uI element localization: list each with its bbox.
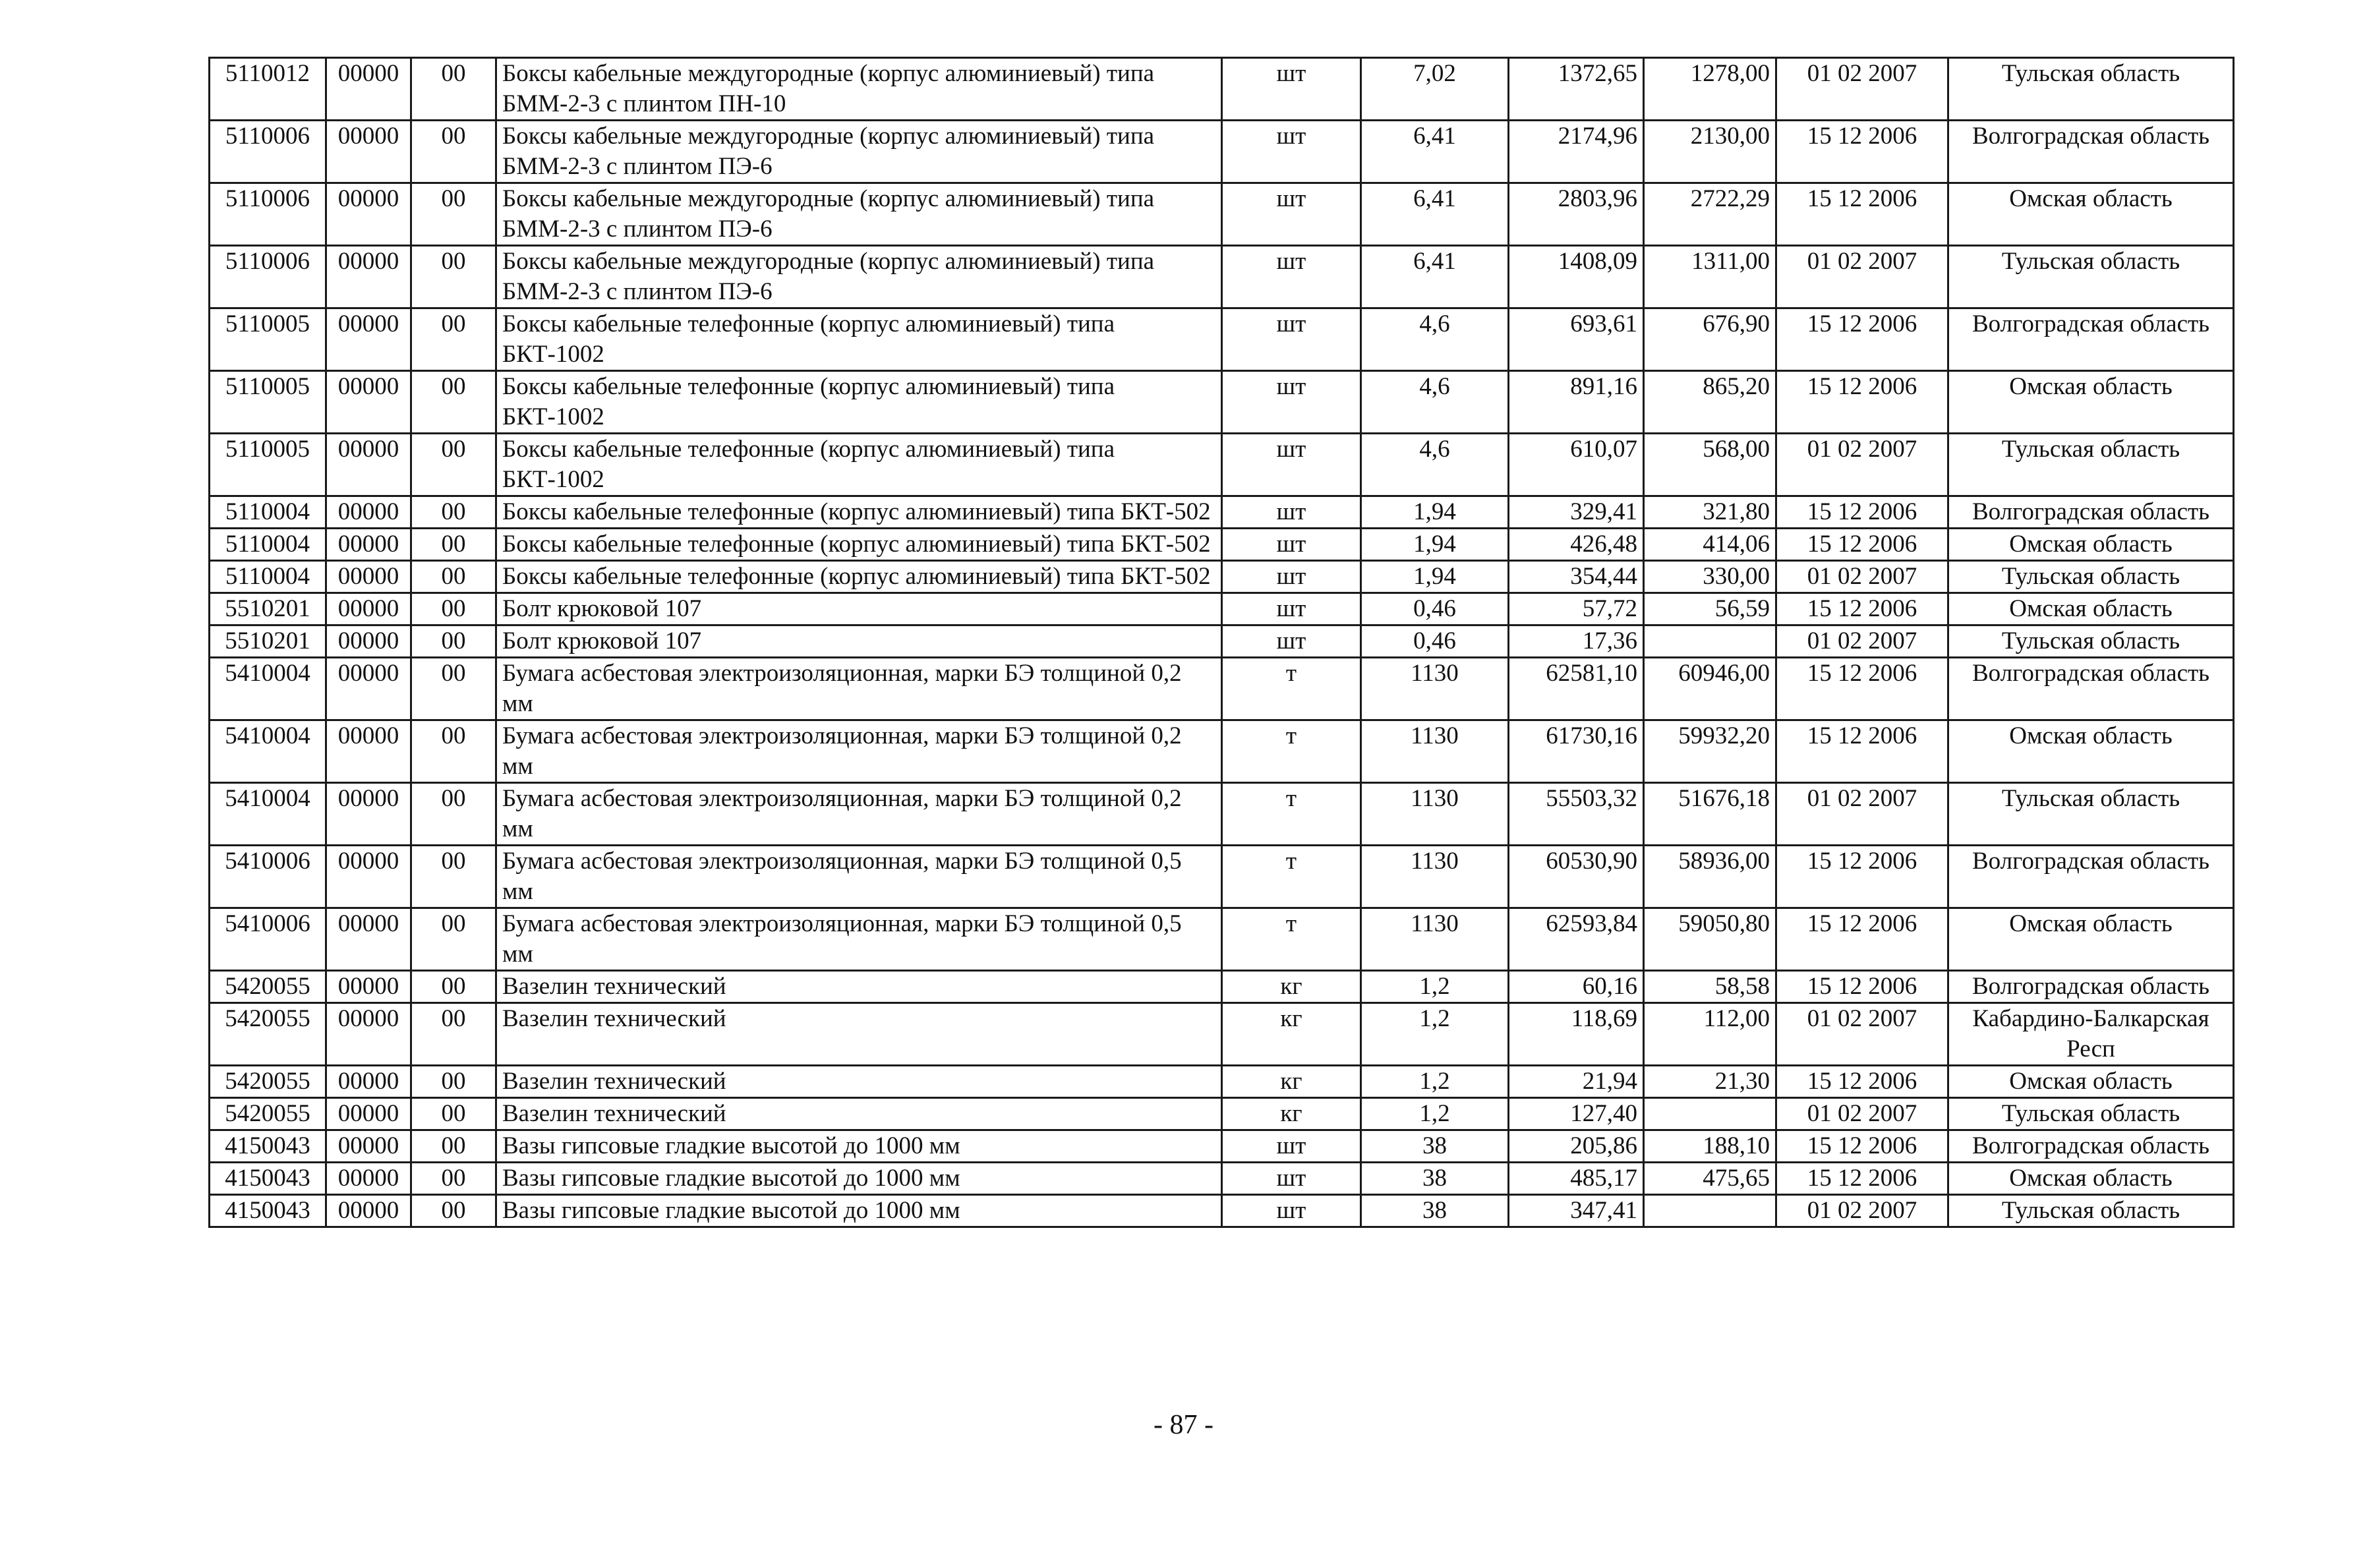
coefficient: 6,41 bbox=[1361, 121, 1509, 183]
resource-name: Боксы кабельные междугородные (корпус алюминиевый) типа БММ-2-3 с плинтом ПЭ-6 bbox=[496, 246, 1222, 308]
price-2: 2722,29 bbox=[1644, 183, 1776, 246]
date: 01 02 2007 bbox=[1776, 1003, 1948, 1066]
price-1: 118,69 bbox=[1509, 1003, 1644, 1066]
price-2 bbox=[1644, 625, 1776, 658]
price-1: 60530,90 bbox=[1509, 846, 1644, 908]
resource-code: 5410006 bbox=[210, 908, 326, 971]
unit: шт bbox=[1222, 496, 1361, 529]
region: Тульская область bbox=[1948, 58, 2234, 121]
table-row bbox=[210, 1003, 2234, 1066]
unit: т bbox=[1222, 783, 1361, 846]
price-1: 1408,09 bbox=[1509, 246, 1644, 308]
table-row bbox=[210, 971, 2234, 1003]
sub-code-2: 00 bbox=[411, 1098, 496, 1130]
unit: шт bbox=[1222, 183, 1361, 246]
resource-code: 5410004 bbox=[210, 783, 326, 846]
price-2: 59050,80 bbox=[1644, 908, 1776, 971]
table-row bbox=[210, 246, 2234, 308]
table-row bbox=[210, 846, 2234, 908]
date: 15 12 2006 bbox=[1776, 971, 1948, 1003]
price-2: 51676,18 bbox=[1644, 783, 1776, 846]
sub-code: 00000 bbox=[326, 496, 411, 529]
sub-code: 00000 bbox=[326, 846, 411, 908]
region: Волгоградская область bbox=[1948, 308, 2234, 371]
region: Тульская область bbox=[1948, 561, 2234, 593]
sub-code-2: 00 bbox=[411, 371, 496, 434]
coefficient: 1,94 bbox=[1361, 496, 1509, 529]
price-2: 21,30 bbox=[1644, 1066, 1776, 1098]
resource-name: Бумага асбестовая электроизоляционная, марки БЭ толщиной 0,5 мм bbox=[496, 846, 1222, 908]
price-1: 127,40 bbox=[1509, 1098, 1644, 1130]
unit: шт bbox=[1222, 1195, 1361, 1227]
region: Волгоградская область bbox=[1948, 658, 2234, 720]
table-row bbox=[210, 658, 2234, 720]
table-row bbox=[210, 58, 2234, 121]
sub-code-2: 00 bbox=[411, 246, 496, 308]
price-1: 55503,32 bbox=[1509, 783, 1644, 846]
resource-code: 5420055 bbox=[210, 971, 326, 1003]
sub-code-2: 00 bbox=[411, 183, 496, 246]
sub-code: 00000 bbox=[326, 783, 411, 846]
resource-name: Вазелин технический bbox=[496, 971, 1222, 1003]
resource-name: Вазы гипсовые гладкие высотой до 1000 мм bbox=[496, 1195, 1222, 1227]
table-row bbox=[210, 593, 2234, 625]
date: 01 02 2007 bbox=[1776, 625, 1948, 658]
resource-code: 5510201 bbox=[210, 625, 326, 658]
date: 01 02 2007 bbox=[1776, 1195, 1948, 1227]
region: Омская область bbox=[1948, 1163, 2234, 1195]
table-row bbox=[210, 1163, 2234, 1195]
price-1: 21,94 bbox=[1509, 1066, 1644, 1098]
coefficient: 38 bbox=[1361, 1163, 1509, 1195]
unit: кг bbox=[1222, 971, 1361, 1003]
region: Омская область bbox=[1948, 720, 2234, 783]
page-number: - 87 - bbox=[1154, 1410, 1213, 1440]
resource-name: Боксы кабельные телефонные (корпус алюминиевый) типа БКТ-502 bbox=[496, 529, 1222, 561]
price-2: 676,90 bbox=[1644, 308, 1776, 371]
sub-code: 00000 bbox=[326, 1066, 411, 1098]
sub-code: 00000 bbox=[326, 529, 411, 561]
region: Тульская область bbox=[1948, 1098, 2234, 1130]
price-1: 347,41 bbox=[1509, 1195, 1644, 1227]
region: Тульская область bbox=[1948, 434, 2234, 496]
sub-code: 00000 bbox=[326, 58, 411, 121]
resource-name: Боксы кабельные телефонные (корпус алюминиевый) типа БКТ-502 bbox=[496, 561, 1222, 593]
unit: шт bbox=[1222, 371, 1361, 434]
sub-code-2: 00 bbox=[411, 1163, 496, 1195]
sub-code: 00000 bbox=[326, 371, 411, 434]
table-row bbox=[210, 529, 2234, 561]
coefficient: 1130 bbox=[1361, 908, 1509, 971]
sub-code: 00000 bbox=[326, 434, 411, 496]
price-table bbox=[208, 57, 2235, 1228]
price-1: 354,44 bbox=[1509, 561, 1644, 593]
price-1: 62593,84 bbox=[1509, 908, 1644, 971]
resource-code: 5110004 bbox=[210, 529, 326, 561]
coefficient: 7,02 bbox=[1361, 58, 1509, 121]
region: Омская область bbox=[1948, 183, 2234, 246]
coefficient: 4,6 bbox=[1361, 308, 1509, 371]
sub-code-2: 00 bbox=[411, 846, 496, 908]
sub-code-2: 00 bbox=[411, 625, 496, 658]
date: 15 12 2006 bbox=[1776, 1163, 1948, 1195]
region: Волгоградская область bbox=[1948, 496, 2234, 529]
date: 15 12 2006 bbox=[1776, 1130, 1948, 1163]
sub-code-2: 00 bbox=[411, 561, 496, 593]
coefficient: 1130 bbox=[1361, 783, 1509, 846]
price-1: 2174,96 bbox=[1509, 121, 1644, 183]
sub-code-2: 00 bbox=[411, 1130, 496, 1163]
price-2: 330,00 bbox=[1644, 561, 1776, 593]
sub-code-2: 00 bbox=[411, 1066, 496, 1098]
resource-code: 5110005 bbox=[210, 371, 326, 434]
unit: шт bbox=[1222, 593, 1361, 625]
sub-code-2: 00 bbox=[411, 58, 496, 121]
price-2: 59932,20 bbox=[1644, 720, 1776, 783]
sub-code-2: 00 bbox=[411, 434, 496, 496]
date: 01 02 2007 bbox=[1776, 783, 1948, 846]
resource-name: Боксы кабельные междугородные (корпус алюминиевый) типа БММ-2-3 с плинтом ПЭ-6 bbox=[496, 121, 1222, 183]
sub-code-2: 00 bbox=[411, 908, 496, 971]
resource-name: Боксы кабельные телефонные (корпус алюминиевый) типа БКТ-502 bbox=[496, 496, 1222, 529]
unit: шт bbox=[1222, 1163, 1361, 1195]
table-row bbox=[210, 434, 2234, 496]
unit: т bbox=[1222, 908, 1361, 971]
resource-name: Вазелин технический bbox=[496, 1066, 1222, 1098]
sub-code: 00000 bbox=[326, 246, 411, 308]
resource-name: Вазы гипсовые гладкие высотой до 1000 мм bbox=[496, 1163, 1222, 1195]
resource-name: Боксы кабельные междугородные (корпус алюминиевый) типа БММ-2-3 с плинтом ПЭ-6 bbox=[496, 183, 1222, 246]
coefficient: 1130 bbox=[1361, 720, 1509, 783]
region: Тульская область bbox=[1948, 783, 2234, 846]
unit: кг bbox=[1222, 1098, 1361, 1130]
sub-code: 00000 bbox=[326, 1130, 411, 1163]
date: 01 02 2007 bbox=[1776, 434, 1948, 496]
date: 01 02 2007 bbox=[1776, 561, 1948, 593]
sub-code-2: 00 bbox=[411, 529, 496, 561]
sub-code: 00000 bbox=[326, 720, 411, 783]
unit: шт bbox=[1222, 561, 1361, 593]
sub-code: 00000 bbox=[326, 308, 411, 371]
table-row bbox=[210, 908, 2234, 971]
sub-code-2: 00 bbox=[411, 496, 496, 529]
date: 15 12 2006 bbox=[1776, 121, 1948, 183]
date: 15 12 2006 bbox=[1776, 308, 1948, 371]
price-1: 610,07 bbox=[1509, 434, 1644, 496]
unit: шт bbox=[1222, 58, 1361, 121]
date: 01 02 2007 bbox=[1776, 1098, 1948, 1130]
price-2: 58,58 bbox=[1644, 971, 1776, 1003]
resource-code: 5110006 bbox=[210, 121, 326, 183]
coefficient: 4,6 bbox=[1361, 371, 1509, 434]
resource-code: 5110004 bbox=[210, 496, 326, 529]
table-row bbox=[210, 625, 2234, 658]
unit: шт bbox=[1222, 246, 1361, 308]
resource-name: Боксы кабельные междугородные (корпус алюминиевый) типа БММ-2-3 с плинтом ПН-10 bbox=[496, 58, 1222, 121]
resource-code: 5110006 bbox=[210, 246, 326, 308]
resource-code: 5410004 bbox=[210, 720, 326, 783]
unit: шт bbox=[1222, 308, 1361, 371]
date: 15 12 2006 bbox=[1776, 658, 1948, 720]
resource-name: Болт крюковой 107 bbox=[496, 593, 1222, 625]
region: Тульская область bbox=[1948, 625, 2234, 658]
resource-code: 5110005 bbox=[210, 434, 326, 496]
price-1: 2803,96 bbox=[1509, 183, 1644, 246]
resource-code: 4150043 bbox=[210, 1195, 326, 1227]
coefficient: 6,41 bbox=[1361, 246, 1509, 308]
table-row bbox=[210, 1098, 2234, 1130]
unit: т bbox=[1222, 658, 1361, 720]
date: 15 12 2006 bbox=[1776, 1066, 1948, 1098]
sub-code-2: 00 bbox=[411, 1003, 496, 1066]
sub-code: 00000 bbox=[326, 1098, 411, 1130]
sub-code: 00000 bbox=[326, 1195, 411, 1227]
table-row bbox=[210, 1066, 2234, 1098]
sub-code: 00000 bbox=[326, 908, 411, 971]
region: Тульская область bbox=[1948, 246, 2234, 308]
sub-code: 00000 bbox=[326, 1163, 411, 1195]
unit: шт bbox=[1222, 529, 1361, 561]
date: 01 02 2007 bbox=[1776, 58, 1948, 121]
region: Волгоградская область bbox=[1948, 1130, 2234, 1163]
coefficient: 1130 bbox=[1361, 846, 1509, 908]
sub-code: 00000 bbox=[326, 561, 411, 593]
coefficient: 38 bbox=[1361, 1130, 1509, 1163]
price-2: 1311,00 bbox=[1644, 246, 1776, 308]
price-2: 321,80 bbox=[1644, 496, 1776, 529]
coefficient: 1,94 bbox=[1361, 561, 1509, 593]
table-row bbox=[210, 308, 2234, 371]
sub-code: 00000 bbox=[326, 593, 411, 625]
date: 15 12 2006 bbox=[1776, 183, 1948, 246]
resource-code: 5410004 bbox=[210, 658, 326, 720]
sub-code-2: 00 bbox=[411, 308, 496, 371]
resource-code: 4150043 bbox=[210, 1130, 326, 1163]
sub-code-2: 00 bbox=[411, 121, 496, 183]
unit: шт bbox=[1222, 625, 1361, 658]
sub-code-2: 00 bbox=[411, 971, 496, 1003]
price-2: 414,06 bbox=[1644, 529, 1776, 561]
resource-code: 5420055 bbox=[210, 1003, 326, 1066]
region: Тульская область bbox=[1948, 1195, 2234, 1227]
coefficient: 4,6 bbox=[1361, 434, 1509, 496]
resource-code: 5510201 bbox=[210, 593, 326, 625]
region: Омская область bbox=[1948, 371, 2234, 434]
sub-code: 00000 bbox=[326, 183, 411, 246]
region: Омская область bbox=[1948, 593, 2234, 625]
date: 15 12 2006 bbox=[1776, 529, 1948, 561]
resource-name: Бумага асбестовая электроизоляционная, марки БЭ толщиной 0,2 мм bbox=[496, 720, 1222, 783]
unit: шт bbox=[1222, 121, 1361, 183]
price-2 bbox=[1644, 1195, 1776, 1227]
resource-code: 5420055 bbox=[210, 1066, 326, 1098]
coefficient: 1,2 bbox=[1361, 1098, 1509, 1130]
sub-code: 00000 bbox=[326, 658, 411, 720]
price-2: 1278,00 bbox=[1644, 58, 1776, 121]
sub-code: 00000 bbox=[326, 971, 411, 1003]
resource-name: Болт крюковой 107 bbox=[496, 625, 1222, 658]
sub-code: 00000 bbox=[326, 1003, 411, 1066]
resource-code: 5110012 bbox=[210, 58, 326, 121]
region: Волгоградская область bbox=[1948, 846, 2234, 908]
resource-name: Бумага асбестовая электроизоляционная, марки БЭ толщиной 0,2 мм bbox=[496, 658, 1222, 720]
unit: кг bbox=[1222, 1066, 1361, 1098]
price-1: 693,61 bbox=[1509, 308, 1644, 371]
sub-code-2: 00 bbox=[411, 783, 496, 846]
unit: т bbox=[1222, 720, 1361, 783]
table-row bbox=[210, 720, 2234, 783]
resource-name: Боксы кабельные телефонные (корпус алюминиевый) типа БКТ-1002 bbox=[496, 434, 1222, 496]
resource-code: 5110004 bbox=[210, 561, 326, 593]
price-1: 205,86 bbox=[1509, 1130, 1644, 1163]
resource-code: 5110005 bbox=[210, 308, 326, 371]
table-row bbox=[210, 121, 2234, 183]
resource-name: Вазы гипсовые гладкие высотой до 1000 мм bbox=[496, 1130, 1222, 1163]
resource-name: Боксы кабельные телефонные (корпус алюминиевый) типа БКТ-1002 bbox=[496, 308, 1222, 371]
coefficient: 6,41 bbox=[1361, 183, 1509, 246]
resource-name: Бумага асбестовая электроизоляционная, марки БЭ толщиной 0,5 мм bbox=[496, 908, 1222, 971]
resource-name: Вазелин технический bbox=[496, 1003, 1222, 1066]
coefficient: 0,46 bbox=[1361, 593, 1509, 625]
sub-code: 00000 bbox=[326, 121, 411, 183]
sub-code-2: 00 bbox=[411, 593, 496, 625]
resource-code: 4150043 bbox=[210, 1163, 326, 1195]
price-1: 57,72 bbox=[1509, 593, 1644, 625]
table-row bbox=[210, 1195, 2234, 1227]
region: Омская область bbox=[1948, 908, 2234, 971]
price-2: 865,20 bbox=[1644, 371, 1776, 434]
price-2: 2130,00 bbox=[1644, 121, 1776, 183]
price-1: 329,41 bbox=[1509, 496, 1644, 529]
price-1: 60,16 bbox=[1509, 971, 1644, 1003]
price-2: 568,00 bbox=[1644, 434, 1776, 496]
sub-code-2: 00 bbox=[411, 720, 496, 783]
price-1: 62581,10 bbox=[1509, 658, 1644, 720]
coefficient: 1,2 bbox=[1361, 971, 1509, 1003]
price-2 bbox=[1644, 1098, 1776, 1130]
price-1: 426,48 bbox=[1509, 529, 1644, 561]
price-2: 475,65 bbox=[1644, 1163, 1776, 1195]
resource-name: Бумага асбестовая электроизоляционная, марки БЭ толщиной 0,2 мм bbox=[496, 783, 1222, 846]
unit: кг bbox=[1222, 1003, 1361, 1066]
table-row bbox=[210, 496, 2234, 529]
price-1: 1372,65 bbox=[1509, 58, 1644, 121]
price-2: 58936,00 bbox=[1644, 846, 1776, 908]
coefficient: 1130 bbox=[1361, 658, 1509, 720]
region: Омская область bbox=[1948, 1066, 2234, 1098]
table-row bbox=[210, 561, 2234, 593]
price-2: 112,00 bbox=[1644, 1003, 1776, 1066]
price-1: 17,36 bbox=[1509, 625, 1644, 658]
price-2: 188,10 bbox=[1644, 1130, 1776, 1163]
unit: шт bbox=[1222, 434, 1361, 496]
coefficient: 1,2 bbox=[1361, 1066, 1509, 1098]
date: 15 12 2006 bbox=[1776, 496, 1948, 529]
region: Кабардино-Балкарская Респ bbox=[1948, 1003, 2234, 1066]
date: 15 12 2006 bbox=[1776, 846, 1948, 908]
resource-name: Вазелин технический bbox=[496, 1098, 1222, 1130]
unit: т bbox=[1222, 846, 1361, 908]
sub-code-2: 00 bbox=[411, 1195, 496, 1227]
resource-name: Боксы кабельные телефонные (корпус алюминиевый) типа БКТ-1002 bbox=[496, 371, 1222, 434]
table-row bbox=[210, 371, 2234, 434]
region: Волгоградская область bbox=[1948, 121, 2234, 183]
date: 15 12 2006 bbox=[1776, 371, 1948, 434]
coefficient: 38 bbox=[1361, 1195, 1509, 1227]
price-2: 60946,00 bbox=[1644, 658, 1776, 720]
date: 15 12 2006 bbox=[1776, 720, 1948, 783]
region: Омская область bbox=[1948, 529, 2234, 561]
coefficient: 1,2 bbox=[1361, 1003, 1509, 1066]
sub-code: 00000 bbox=[326, 625, 411, 658]
date: 15 12 2006 bbox=[1776, 593, 1948, 625]
region: Волгоградская область bbox=[1948, 971, 2234, 1003]
coefficient: 0,46 bbox=[1361, 625, 1509, 658]
date: 15 12 2006 bbox=[1776, 908, 1948, 971]
date: 01 02 2007 bbox=[1776, 246, 1948, 308]
resource-code: 5420055 bbox=[210, 1098, 326, 1130]
price-1: 61730,16 bbox=[1509, 720, 1644, 783]
sub-code-2: 00 bbox=[411, 658, 496, 720]
coefficient: 1,94 bbox=[1361, 529, 1509, 561]
price-1: 891,16 bbox=[1509, 371, 1644, 434]
table-row bbox=[210, 1130, 2234, 1163]
table-row bbox=[210, 783, 2234, 846]
table-row bbox=[210, 183, 2234, 246]
price-2: 56,59 bbox=[1644, 593, 1776, 625]
price-1: 485,17 bbox=[1509, 1163, 1644, 1195]
unit: шт bbox=[1222, 1130, 1361, 1163]
resource-code: 5110006 bbox=[210, 183, 326, 246]
table-body bbox=[210, 58, 2234, 1227]
resource-code: 5410006 bbox=[210, 846, 326, 908]
